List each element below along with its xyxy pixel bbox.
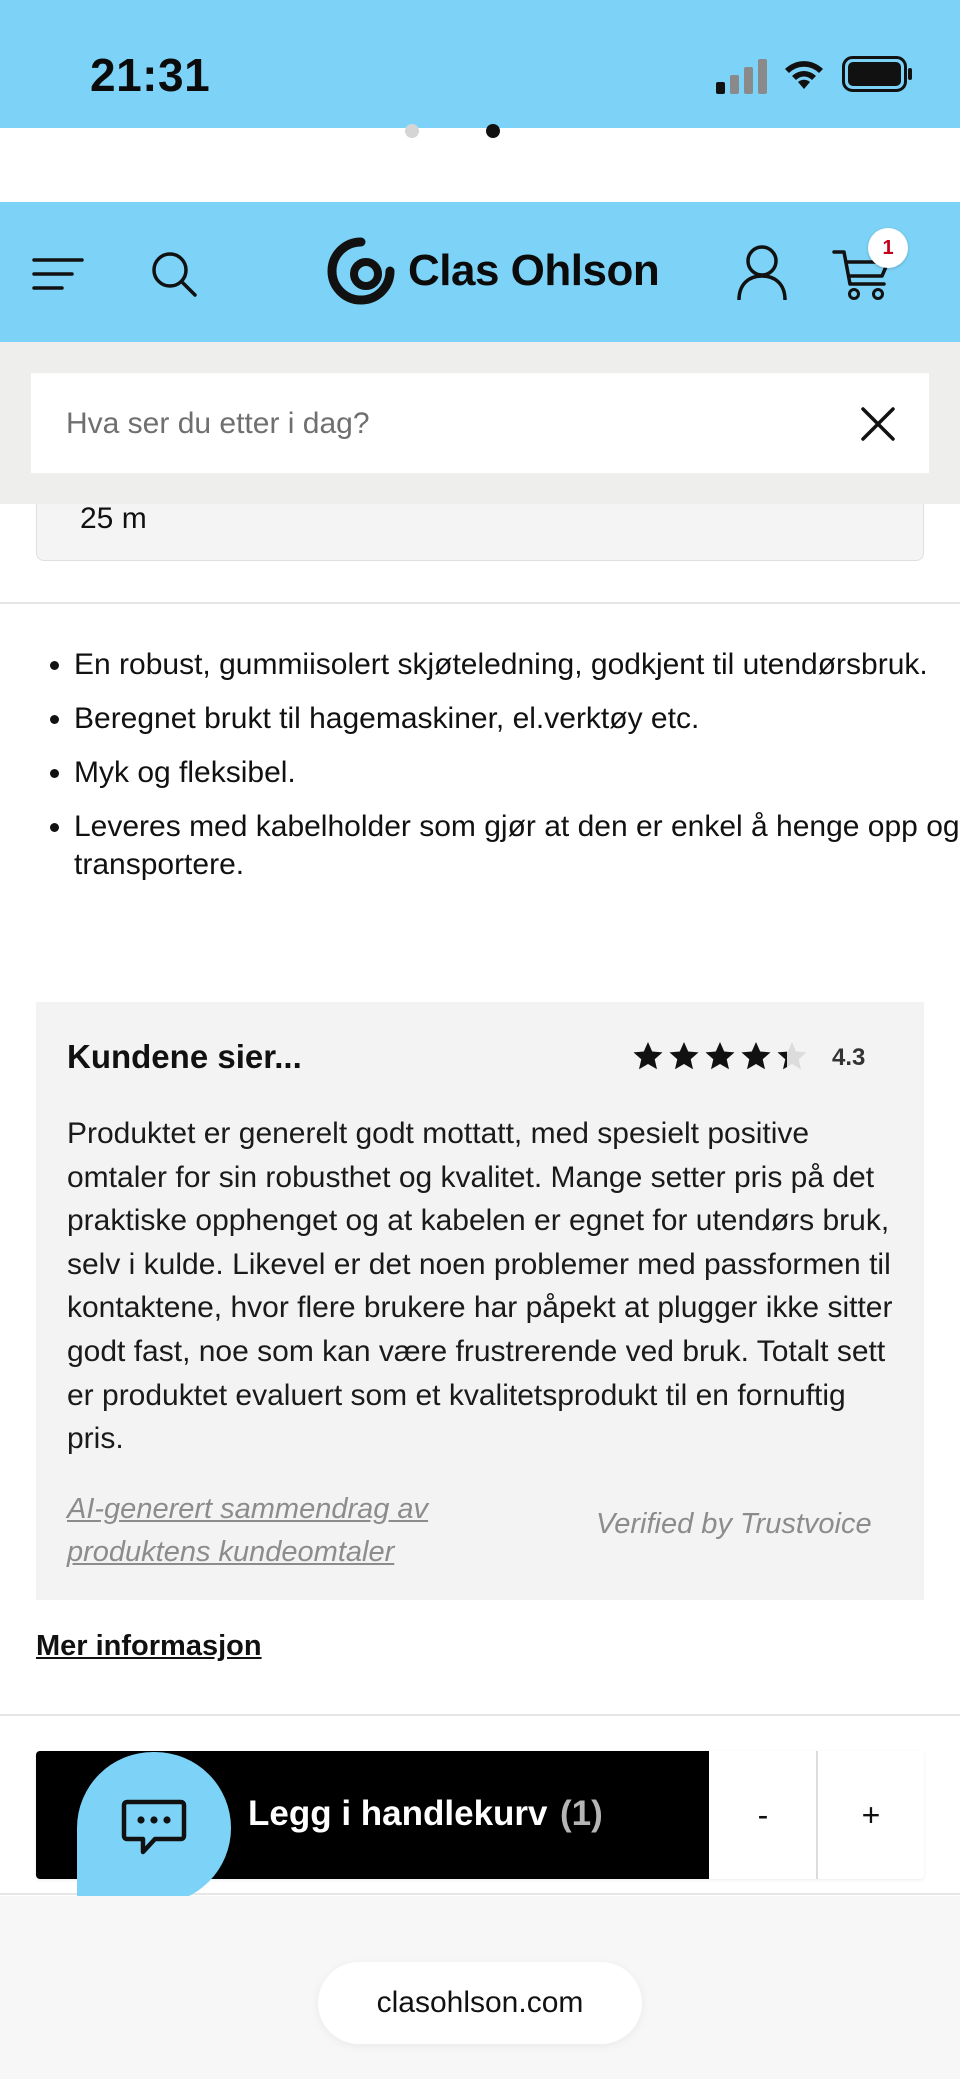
- list-item: • Beregnet brukt til hagemaskiner, el.verktøy etc.: [74, 700, 960, 738]
- quantity-decrease-button[interactable]: -: [710, 1751, 818, 1879]
- search-input[interactable]: [64, 373, 828, 475]
- clas-ohlson-logo[interactable]: [326, 236, 659, 306]
- length-selector[interactable]: [36, 504, 924, 561]
- list-item: • Myk og fleksibel.: [74, 754, 960, 792]
- quantity-increase-button[interactable]: +: [861, 1796, 881, 1833]
- list-item: • En robust, gummiisolert skjøteledning, godkjent til utendørsbruk.: [74, 646, 960, 684]
- length-value: 25 m: [80, 502, 147, 535]
- ai-summary-link[interactable]: AI-generert sammendrag av produktens kundeomtaler: [67, 1493, 429, 1568]
- search-icon[interactable]: [150, 250, 198, 298]
- more-info-link[interactable]: Mer informasjon: [36, 1630, 262, 1662]
- status-time: 21:31: [90, 49, 211, 101]
- cart-count-badge[interactable]: 1: [868, 228, 908, 268]
- battery-icon: [842, 56, 914, 92]
- list-item: • Leveres med kabelholder som gjør at den er enkel å henge opp og transportere.: [74, 808, 960, 884]
- verified-by-label: Verified by Trustvoice: [596, 1508, 872, 1540]
- image-carousel-strip: [0, 128, 960, 202]
- carousel-dot[interactable]: [405, 124, 419, 138]
- star-icon: [704, 1040, 736, 1072]
- divider: [0, 602, 960, 604]
- wifi-icon: [782, 56, 826, 92]
- browser-url-bar[interactable]: clasohlson.com: [318, 1962, 642, 2044]
- rating-value: 4.3: [832, 1044, 866, 1071]
- cellular-signal-icon: [716, 58, 768, 94]
- add-to-cart-label: Legg i handlekurv: [248, 1794, 548, 1833]
- review-summary-text: Produktet er generelt godt mottatt, med spesielt positive omtaler for sin robusthet og kvalitet. Mange setter pris på det praktiske opphenget og at kabelen er egnet for utendørs bruk, selv i kulde. Likevel er det noen problemer med passformen til kontaktene, hvor flere brukere har påpekt at plugger ikke sitter godt fast, noe som kan være frustrerende ved bruk. Totalt sett er produktet evaluert som et kvalitetsprodukt til en fornuftig pris.: [67, 1117, 893, 1456]
- chat-button[interactable]: [77, 1752, 231, 1904]
- user-icon[interactable]: [736, 244, 788, 302]
- rating-stars[interactable]: [632, 1040, 808, 1072]
- brand-name: Clas Ohlson: [408, 246, 660, 295]
- divider: [0, 1714, 960, 1716]
- product-features-list: [40, 646, 960, 900]
- add-to-cart-count: (1): [560, 1794, 603, 1833]
- clas-ohlson-logo-mark-icon: [326, 236, 396, 306]
- chat-icon: [121, 1798, 187, 1858]
- partial-star-icon: [776, 1040, 808, 1072]
- close-icon[interactable]: [860, 406, 896, 442]
- star-icon: [740, 1040, 772, 1072]
- star-icon: [632, 1040, 664, 1072]
- carousel-dot-active[interactable]: [486, 124, 500, 138]
- star-icon: [668, 1040, 700, 1072]
- menu-icon[interactable]: [32, 254, 84, 294]
- review-summary-title: Kundene sier...: [67, 1038, 302, 1075]
